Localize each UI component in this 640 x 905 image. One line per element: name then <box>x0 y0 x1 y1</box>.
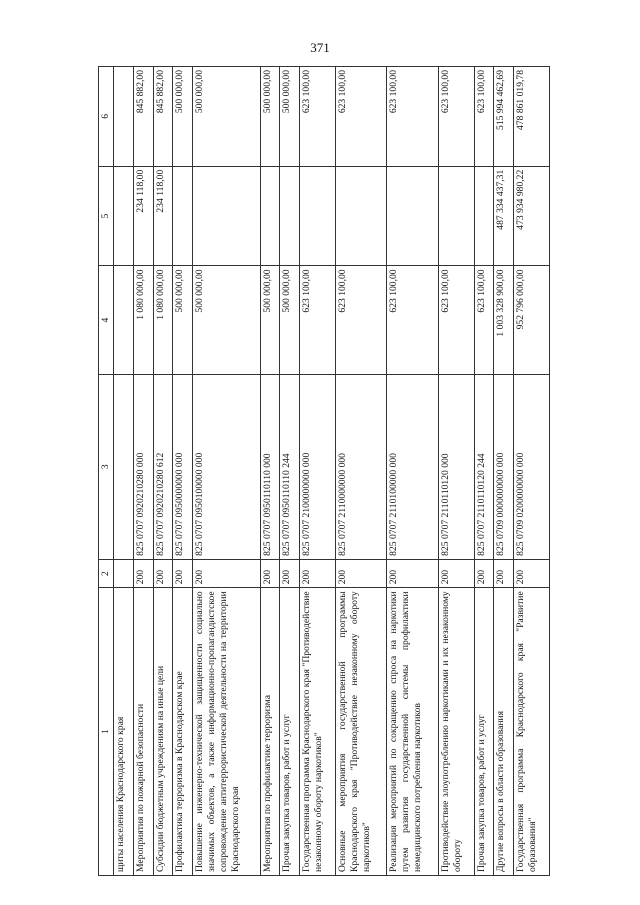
table-row <box>300 67 336 876</box>
header-col-5: 5 <box>99 166 114 266</box>
table-row <box>133 67 153 876</box>
table-row <box>474 67 494 876</box>
table-row <box>494 67 514 876</box>
row-name-cell: Основные мероприятия государственной программы Краснодарского края "Противодействие незаконному обороту наркотиков" <box>335 588 387 876</box>
header-col-3: 3 <box>99 374 114 559</box>
row-name-cell: Противодействие злоупотреблению наркотиками и их незаконному обороту <box>438 588 474 876</box>
row-code-cell: 825 0707 2110000000 000 <box>335 374 387 559</box>
budget-table <box>98 66 550 876</box>
table-row <box>173 67 193 876</box>
table-row <box>193 67 260 876</box>
table-row <box>335 67 387 876</box>
row-amount-col4-cell: 500 000,00 <box>173 266 193 374</box>
row-amount-col4-cell: 623 100,00 <box>474 266 494 374</box>
row-col2-cell: 200 <box>133 559 153 587</box>
row-amount-col6-cell: 623 100,00 <box>387 67 439 167</box>
row-name-cell: Реализация мероприятий по сокращению спроса на наркотики путем развития государственной системы профилактики немедицинского потребления наркотиков <box>387 588 439 876</box>
row-amount-col5-cell <box>193 166 260 266</box>
row-name-cell: Субсидии бюджетным учреждениям на иные цели <box>153 588 173 876</box>
row-amount-col6-cell: 500 000,00 <box>280 67 300 167</box>
row-amount-col6-cell <box>113 67 133 167</box>
row-name-cell: Профилактика терроризма в Краснодарском крае <box>173 588 193 876</box>
row-col2-cell: 200 <box>153 559 173 587</box>
row-col2-cell: 200 <box>335 559 387 587</box>
table-row <box>438 67 474 876</box>
row-amount-col6-cell: 623 100,00 <box>300 67 336 167</box>
row-amount-col6-cell: 845 882,00 <box>153 67 173 167</box>
row-code-cell: 825 0709 0000000000 000 <box>494 374 514 559</box>
row-amount-col5-cell <box>113 166 133 266</box>
row-code-cell: 825 0707 0950000000 000 <box>173 374 193 559</box>
header-col-1: 1 <box>99 588 114 876</box>
row-name-cell: Мероприятия по профилактике терроризма <box>260 588 280 876</box>
header-col-4: 4 <box>99 266 114 374</box>
row-amount-col6-cell: 500 000,00 <box>193 67 260 167</box>
row-col2-cell: 200 <box>438 559 474 587</box>
row-col2-cell: 200 <box>280 559 300 587</box>
row-name-cell: Повышение инженерно-технической защищенности социально значимых объектов, а также информационно-пропагандистское сопровождение антитеррористической деятельности на территории Краснодарского края <box>193 588 260 876</box>
row-amount-col4-cell: 500 000,00 <box>280 266 300 374</box>
row-code-cell: 825 0707 0920210280 612 <box>153 374 173 559</box>
row-amount-col5-cell <box>173 166 193 266</box>
row-amount-col6-cell: 500 000,00 <box>173 67 193 167</box>
row-amount-col5-cell <box>335 166 387 266</box>
row-amount-col6-cell: 623 100,00 <box>335 67 387 167</box>
row-code-cell <box>113 374 133 559</box>
row-col2-cell <box>113 559 133 587</box>
row-amount-col4-cell: 500 000,00 <box>193 266 260 374</box>
row-amount-col4-cell: 1 003 328 900,00 <box>494 266 514 374</box>
row-amount-col5-cell <box>387 166 439 266</box>
row-amount-col4-cell: 623 100,00 <box>335 266 387 374</box>
table-row <box>153 67 173 876</box>
row-amount-col6-cell: 845 882,00 <box>133 67 153 167</box>
row-code-cell: 825 0707 0920210280 000 <box>133 374 153 559</box>
row-amount-col4-cell: 1 080 000,00 <box>153 266 173 374</box>
row-amount-col4-cell: 1 080 000,00 <box>133 266 153 374</box>
row-amount-col6-cell: 515 994 462,69 <box>494 67 514 167</box>
row-col2-cell: 200 <box>514 559 550 587</box>
row-col2-cell: 200 <box>474 559 494 587</box>
row-amount-col4-cell: 623 100,00 <box>300 266 336 374</box>
row-name-cell: Прочая закупка товаров, работ и услуг <box>474 588 494 876</box>
row-name-cell: Государственная программа Краснодарского края "Развитие образования" <box>514 588 550 876</box>
table-header-row <box>99 67 114 876</box>
row-name-cell: Прочая закупка товаров, работ и услуг <box>280 588 300 876</box>
row-col2-cell: 200 <box>193 559 260 587</box>
row-amount-col5-cell: 234 118,00 <box>133 166 153 266</box>
row-code-cell: 825 0707 0950100000 000 <box>193 374 260 559</box>
table-row <box>514 67 550 876</box>
row-amount-col6-cell: 623 100,00 <box>474 67 494 167</box>
row-amount-col5-cell <box>260 166 280 266</box>
header-col-2: 2 <box>99 559 114 587</box>
row-name-cell: Государственная программа Краснодарского края "Противодействие незаконному обороту наркотиков" <box>300 588 336 876</box>
row-amount-col5-cell: 473 934 980,22 <box>514 166 550 266</box>
row-amount-col4-cell: 623 100,00 <box>387 266 439 374</box>
row-amount-col5-cell: 234 118,00 <box>153 166 173 266</box>
page-number: 371 <box>310 40 330 55</box>
row-amount-col4-cell: 952 796 000,00 <box>514 266 550 374</box>
row-col2-cell: 200 <box>260 559 280 587</box>
row-code-cell: 825 0707 2100000000 000 <box>300 374 336 559</box>
row-code-cell: 825 0709 0200000000 000 <box>514 374 550 559</box>
row-amount-col5-cell <box>300 166 336 266</box>
row-code-cell: 825 0707 0950110110 244 <box>280 374 300 559</box>
row-amount-col6-cell: 623 100,00 <box>438 67 474 167</box>
row-name-cell: Мероприятия по пожарной безопасности <box>133 588 153 876</box>
rotated-table-container <box>98 66 550 876</box>
row-col2-cell: 200 <box>173 559 193 587</box>
row-code-cell: 825 0707 2110100000 000 <box>387 374 439 559</box>
row-name-cell: щиты населения Краснодарского края <box>113 588 133 876</box>
row-col2-cell: 200 <box>387 559 439 587</box>
table-row <box>113 67 133 876</box>
header-col-6: 6 <box>99 67 114 167</box>
row-amount-col5-cell <box>474 166 494 266</box>
row-code-cell: 825 0707 2110110120 244 <box>474 374 494 559</box>
table-row <box>280 67 300 876</box>
row-amount-col5-cell <box>280 166 300 266</box>
row-amount-col4-cell: 500 000,00 <box>260 266 280 374</box>
row-col2-cell: 200 <box>300 559 336 587</box>
table-row <box>260 67 280 876</box>
row-name-cell: Другие вопросы в области образования <box>494 588 514 876</box>
row-code-cell: 825 0707 2110110120 000 <box>438 374 474 559</box>
row-amount-col6-cell: 478 861 019,78 <box>514 67 550 167</box>
row-amount-col4-cell <box>113 266 133 374</box>
row-amount-col5-cell: 487 334 437,31 <box>494 166 514 266</box>
row-amount-col5-cell <box>438 166 474 266</box>
row-amount-col4-cell: 623 100,00 <box>438 266 474 374</box>
row-code-cell: 825 0707 0950110110 000 <box>260 374 280 559</box>
table-row <box>387 67 439 876</box>
row-col2-cell: 200 <box>494 559 514 587</box>
row-amount-col6-cell: 500 000,00 <box>260 67 280 167</box>
